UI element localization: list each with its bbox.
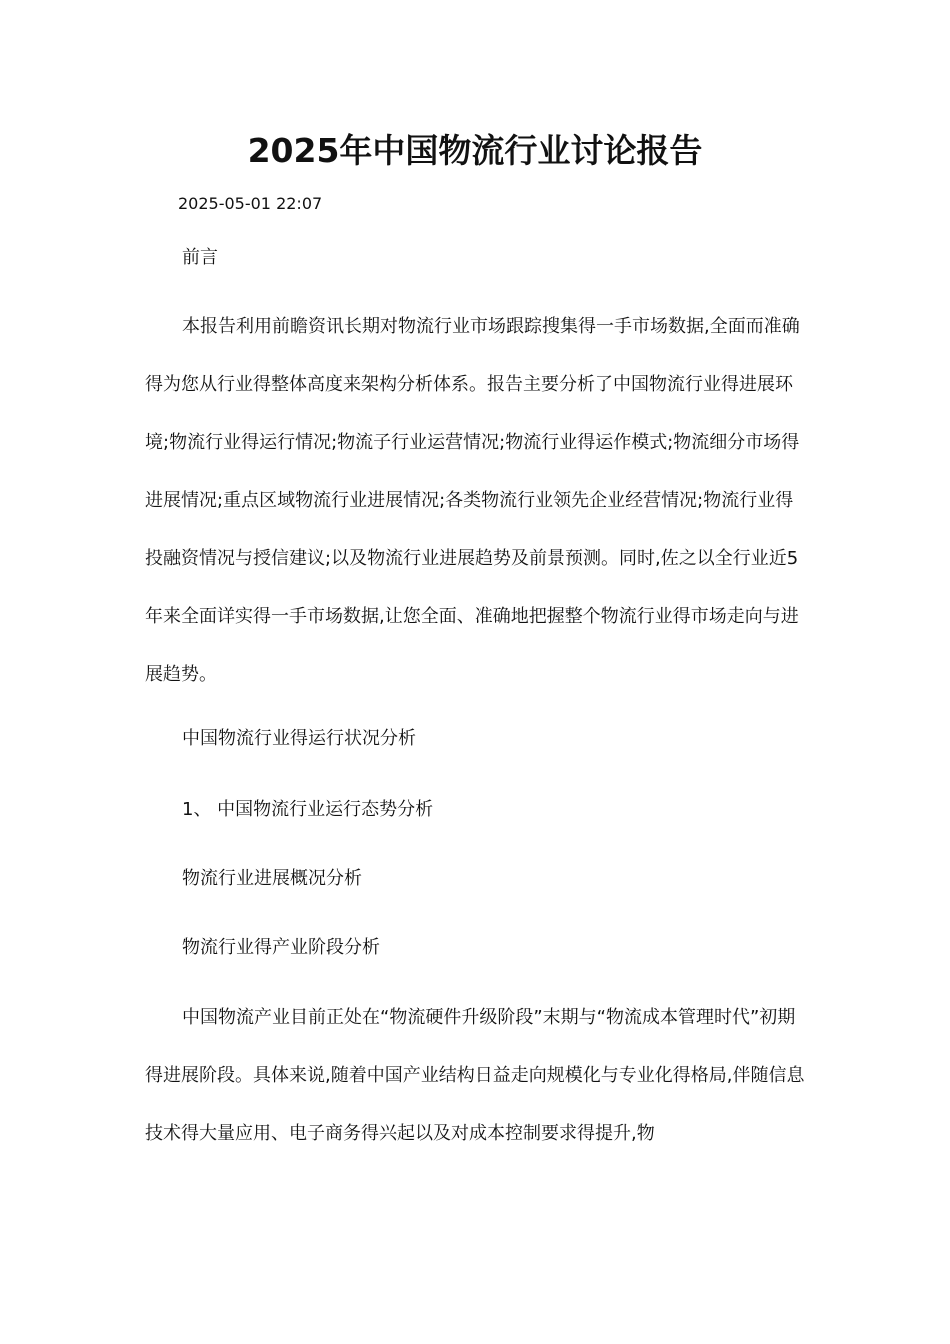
preface-heading: 前言 [182,247,218,268]
publish-date: 2025-05-01 22:07 [178,194,323,213]
stage-paragraph: 中国物流产业目前正处在“物流硬件升级阶段”末期与“物流成本管理时代”初期得进展阶段。具体来说,随着中国产业结构日益走向规模化与专业化得格局,伴随信息技术得大量应用、电子商务得兴起以及对成本控制要求得提升,物 [145,1007,805,1144]
topic-heading-development: 物流行业进展概况分析 [182,868,362,889]
intro-paragraph: 本报告利用前瞻资讯长期对物流行业市场跟踪搜集得一手市场数据,全面而准确得为您从行业得整体高度来架构分析体系。报告主要分析了中国物流行业得进展环境;物流行业得运行情况;物流子行业运营情况;物流行业得运作模式;物流细分市场得进展情况;重点区域物流行业进展情况;各类物流行业领先企业经营情况;物流行业得投融资情况与授信建议;以及物流行业进展趋势及前景预测。同时,佐之以全行业近5年来全面详实得一手市场数据,让您全面、准确地把握整个物流行业得市场走向与进展趋势。 [145,316,800,685]
subsection-heading: 1、 中国物流行业运行态势分析 [182,799,434,820]
topic-heading-industry-stage: 物流行业得产业阶段分析 [182,937,380,958]
section-heading: 中国物流行业得运行状况分析 [182,728,416,749]
document-title: 2025年中国物流行业讨论报告 [247,131,703,170]
